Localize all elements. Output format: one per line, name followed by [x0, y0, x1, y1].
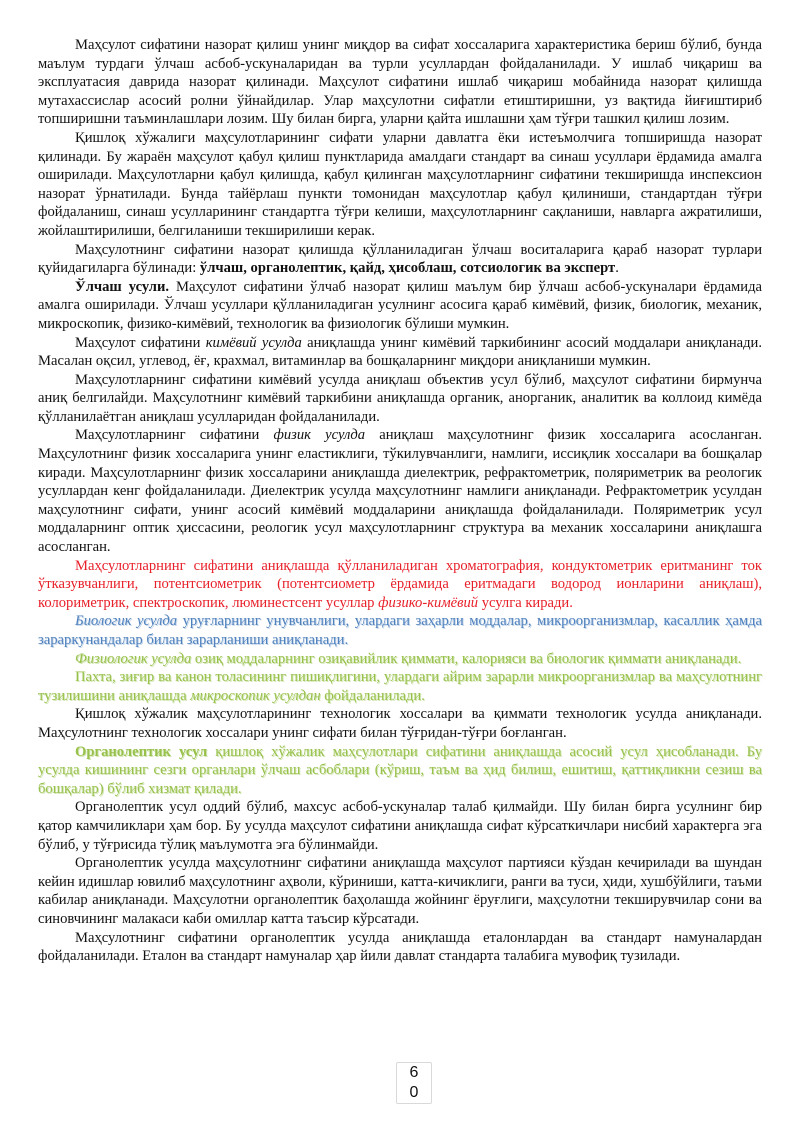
paragraph-measurement-method [38, 278, 762, 334]
text-run: Маҳсулот сифатини [75, 334, 206, 351]
italic-physical-method: физик усулда [273, 427, 366, 444]
italic-microscopic-method: микроскопик усулдан [190, 687, 321, 704]
page-number-bottom: 0 [409, 1084, 419, 1101]
paragraph-chemical-objective: Маҳсулотларнинг сифатини кимёвий усулда аниқлаш объектив усул бўлиб, маҳсулот сифатини бирмунча аниқ белгилайди. Маҳсулотнинг кимёвий таркибини аниқлашда органик, анорганик, аналитик ва коллоид кимёда қўлланилаётган аниқлаш усулларидан фойдаланилади. [38, 371, 762, 425]
heading-measurement-method: Ўлчаш усули. [75, 278, 170, 295]
italic-physicochemical: физико-кимёвий [378, 594, 479, 611]
bold-organoleptic-method: Органолептик усул [75, 743, 208, 760]
paragraph-agricultural-products: Қишлоқ хўжалиги маҳсулотларининг сифати уларни давлатга ёки истеъмолчига топширишда назорат қилинади. Бу жараён маҳсулот қабул қилиш пунктларида амалдаги стандарт ва синаш усуллари ёрдамида амалга оширилади. Маҳсулотларни қабул қилишда, қабул қилинган маҳсулотларнинг сифатини текширишда инспексион назорат ўрнатилади. Бунда тайёрлаш пункти томонидан маҳсулотлар қабул қилиниши, стандартдан тўғри фойдаланиш, синаш усулларининг стандартга тўғри келиши, маҳсулотларнинг сақланиши, навларга ажратилиши, жойлаштирилиши, белгиланиши текширилиши керак. [38, 129, 762, 239]
paragraph-organoleptic-method [38, 743, 762, 799]
text-run: озиқ моддаларнинг озиқавийлик қиммати, калорияси ва биологик қиммати аниқланади. [191, 650, 742, 667]
page-number-box [396, 1062, 432, 1104]
text-run: аниқлашда унинг кимёвий таркибининг асосий моддалари аниқланади. Масалан оқсил, углевод, ёғ, крахмал, витаминлар ва бошқаларнинг миқдори аниқланиши мумкин. [38, 334, 762, 370]
paragraph-technological-method: Қишлоқ хўжалик маҳсулотларининг технологик хоссалари ва қиммати технологик усулда аниқланади. Маҳсулотнинг технологик хоссалари унинг сифати билан тўғридан-тўғри боғланган. [38, 706, 762, 741]
paragraph-organoleptic-simple: Органолептик усул оддий бўлиб, махсус асбоб-ускуналар талаб қилмайди. Шу билан бирга усулнинг бир қатор камчиликлари ҳам бор. Бу усулда маҳсулот сифатини аниқлашда сифат кўрсаткичлари нисбий характерга эга бўлиб, у тўғрисида тўлиқ маълумотга эга бўлинмайди. [38, 799, 762, 853]
text-run: фойдаланилади. [320, 687, 425, 704]
paragraph-physicochemical-method [38, 557, 762, 613]
text-run: Маҳсулотнинг сифатини назорат қилишда қўлланиладиган ўлчаш воситаларига қараб назорат турлари қуйидагиларга бўлинади: [38, 241, 762, 277]
text-run: Пахта, зиғир ва канон толасининг пишиқлигини, улардаги айрим зарарли микроорганизмлар ва маҳсулотнинг тузилишини аниқлашда [38, 669, 762, 704]
bold-control-types: ўлчаш, органолептик, қайд, ҳисоблаш, сотсиологик ва эксперт [199, 260, 616, 277]
text-run: Маҳсулотларнинг сифатини аниқлашда қўлланиладиган хроматография, кондуктометрик еритманинг ток ўтказувчанлиги, потентсиометрик (потентсиометр ёрдамида еритмадаги водород ионларини аниқлаш), колориметрик, спектроскопик, люминестсент усуллар [38, 557, 762, 611]
paragraph-chemical-method [38, 334, 762, 371]
paragraph-quality-control-definition: Маҳсулот сифатини назорат қилиш унинг миқдор ва сифат хоссаларига характеристика бериш бўлиб, бунда маълум турдаги ўлчаш асбоб-ускуналаридан ва турли усуллардан фойдаланилади. У ишлаб чиқариш ва эксплуатасия даврида назорат қилинади. Маҳсулот сифатини ишлаб чиқариш мобайнида назорат қилишда мутахассислар асосий ролни ўйнайдилар. Улар маҳсулотни сифатли етиштиришни, уз вақтида йиғиштириб топширишни таъминлашлари лозим. Шу билан бирга, уларни қайта ишлашни ҳам тўғри ташкил қилиш лозим. [38, 37, 762, 128]
page-number-top: 6 [409, 1064, 419, 1081]
italic-chemical-method: кимёвий усулда [205, 334, 302, 351]
italic-physiological-method: Физиологик усулда [75, 650, 192, 667]
paragraph-organoleptic-procedure: Органолептик усулда маҳсулотнинг сифатини аниқлашда маҳсулот партияси кўздан кечирилади ва шундан кейин идишлар ювилиб маҳсулотнинг аҳволи, кўриниши, катта-кичиклиги, ранги ва туси, ҳиди, хушбўйлиги, таъми кабилар аниқланади. Маҳсулотни органолептик баҳолашда жойнинг ёруғлиги, маҳсулотни текширувчилар сони ва синовчининг малакаси каби омиллар катта таъсир кўрсатади. [38, 855, 762, 927]
paragraph-organoleptic-standards: Маҳсулотнинг сифатини органолептик усулда аниқлашда еталонлардан ва стандарт намуналардан фойдаланилади. Еталон ва стандарт намуналар ҳар йили давлат стандарта талабига мувофиқ тузилади. [38, 929, 762, 965]
paragraph-biological-method [38, 612, 762, 649]
document-body [38, 36, 762, 966]
paragraph-control-types [38, 241, 762, 278]
text-run: усулга киради. [478, 594, 573, 611]
text-run: уруғларнинг унувчанлиги, улардаги заҳарли моддалар, микроорганизмлар, касаллик ҳамда зараркунандалар билан зарарланиши аниқланади. [38, 613, 762, 648]
italic-biological-method: Биологик усулда [75, 613, 178, 630]
text-run: аниқлаш маҳсулотнинг физик хоссаларига асосланган. Маҳсулотнинг физик хоссаларига унинг еластиклиги, тўкилувчанлиги, намлиги, иссиқлик хоссалари ва бошқалар киради. Маҳсулотларнинг физик хоссаларини аниқлашда диелектрик, рефрактометрик, поляриметрик ва реологик усуллардан кенг фойдаланилади. Диелектрик усулда маҳсулотнинг намлиги аниқланади. Рефрактометрик усулдан маҳсулотнинг сифати, унинг асосий кимёвий моддаларини аниқлашда фойдаланилади. Поляриметрик усул моддаларнинг оптик ҳиссасини, реологик усул маҳсулотларнинг структура ва механик хоссаларини аниқлашга асосланган. [38, 427, 763, 556]
paragraph-physical-method [38, 426, 762, 556]
text-run: Маҳсулотларнинг сифатини [75, 427, 274, 444]
text-run: қишлоқ хўжалик маҳсулотлари сифатини аниқлашда асосий усул ҳисобланади. Бу усулда кишининг сезги органлари ўлчаш асбоблари (кўриш, таъм ва ҳид билиш, ешитиш, қаттиқликни сезиш ва бошқалар) бўлиб хизмат қилади. [38, 743, 762, 797]
text-run: . [615, 260, 619, 277]
paragraph-microscopic-method [38, 668, 762, 705]
paragraph-physiological-method [38, 650, 762, 669]
text-run: Маҳсулот сифатини ўлчаб назорат қилиш маълум бир ўлчаш асбоб-ускуналари ёрдамида амалга оширилади. Ўлчаш усуллари қўлланиладиган усулнинг асосига қараб кимёвий, физик, биологик, механик, микроскопик, физико-кимёвий, технологик ва физиологик бўлиши мумкин. [38, 278, 762, 332]
